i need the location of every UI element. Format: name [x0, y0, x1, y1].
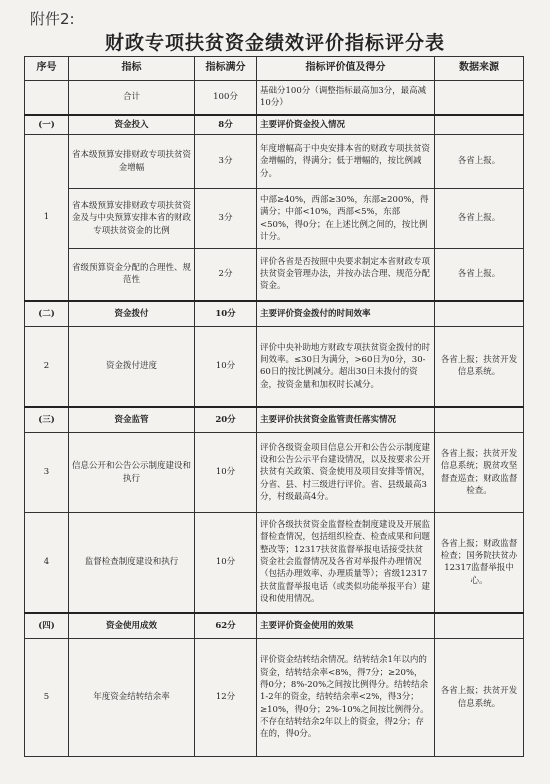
row-seq: 5	[25, 639, 69, 757]
attachment-label: 附件2:	[30, 10, 75, 28]
row-indicator: 省级预算资金分配的合理性、规范性	[69, 249, 195, 301]
table-row	[25, 433, 524, 513]
header-indicator: 指标	[69, 57, 195, 81]
section-score: 20分	[195, 407, 257, 433]
row-source: 各省上报。	[435, 135, 524, 189]
section-criteria: 主要评价资金投入情况	[257, 115, 435, 135]
row-score: 3分	[195, 135, 257, 189]
header-criteria: 指标评价值及得分	[257, 57, 435, 81]
table-row	[25, 135, 524, 189]
row-score: 12分	[195, 639, 257, 757]
indicator-table	[24, 56, 524, 757]
header-score: 指标满分	[195, 57, 257, 81]
section-name: 资金监管	[69, 407, 195, 433]
row-criteria: 中部≥40%，西部≥30%，东部≥200%，得满分；中部<10%，西部<5%，东部<50%，得0分；在上述比例之间的，按比例计分。	[257, 189, 435, 249]
row-source: 各省上报；扶贫开发信息系统。	[435, 327, 524, 407]
row-indicator: 监督检查制度建设和执行	[69, 513, 195, 613]
section-seq: (二)	[25, 301, 69, 327]
total-row	[25, 81, 524, 115]
total-score: 100分	[195, 81, 257, 115]
row-source: 各省上报；财政监督检查；国务院扶贫办12317监督举报中心。	[435, 513, 524, 613]
row-source: 各省上报。	[435, 249, 524, 301]
section-seq: (一)	[25, 115, 69, 135]
row-seq: 4	[25, 513, 69, 613]
table-row	[25, 327, 524, 407]
row-indicator: 省本级预算安排财政专项扶贫资金增幅	[69, 135, 195, 189]
row-criteria: 评价中央补助地方财政专项扶贫资金拨付的时间效率。≤30日为满分，>60日为0分，30-60日的按比例减分。超出30日未拨付的资金，按资金量和加权时长减分。	[257, 327, 435, 407]
section-criteria: 主要评价资金拨付的时间效率	[257, 301, 435, 327]
header-seq: 序号	[25, 57, 69, 81]
row-indicator: 年度资金结转结余率	[69, 639, 195, 757]
row-source: 各省上报；扶贫开发信息系统。	[435, 639, 524, 757]
table-row	[25, 639, 524, 757]
section-criteria: 主要评价扶贫资金监管责任落实情况	[257, 407, 435, 433]
table-row	[25, 249, 524, 301]
row-source: 各省上报。	[435, 189, 524, 249]
row-seq: 1	[25, 135, 69, 301]
row-score: 2分	[195, 249, 257, 301]
section-seq: (三)	[25, 407, 69, 433]
section-row-2	[25, 301, 524, 327]
section-score: 10分	[195, 301, 257, 327]
row-criteria: 评价各省是否按照中央要求制定本省财政专项扶贫资金管理办法，并按办法合理、规范分配资金。	[257, 249, 435, 301]
row-seq: 2	[25, 327, 69, 407]
row-seq: 3	[25, 433, 69, 513]
row-indicator: 省本级预算安排财政专项扶贫资金及与中央预算安排本省的财政专项扶贫资金的比例	[69, 189, 195, 249]
total-criteria: 基础分100分（调整指标最高加3分，最高减10分）	[257, 81, 435, 115]
table-row	[25, 189, 524, 249]
row-score: 10分	[195, 513, 257, 613]
section-row-1	[25, 115, 524, 135]
section-score: 8分	[195, 115, 257, 135]
row-criteria: 评价各级扶贫资金监督检查制度建设及开展监督检查情况，包括组织检查、检查成果和问题整改等；12317扶贫监督举报电话接受扶贫资金社会监督情况及各省对举报件办理情况（包括办理效率、办理质量等）；省级12317扶贫监督举报电话（或类似功能举报平台）建设和使用情况。	[257, 513, 435, 613]
page-title: 财政专项扶贫资金绩效评价指标评分表	[104, 32, 445, 54]
row-score: 3分	[195, 189, 257, 249]
section-score: 62分	[195, 613, 257, 639]
section-row-4	[25, 613, 524, 639]
total-label: 合计	[69, 81, 195, 115]
row-criteria: 评价资金结转结余情况。结转结余1年以内的资金，结转结余率<8%，得7分；≥20%，得0分；8%-20%之间按比例得分。结转结余1-2年的资金，结转结余率<2%，得3分；≥10%，得0分；2%-10%之间按比例得分。不存在结转结余2年以上的资金，得2分；存在的，得0分。	[257, 639, 435, 757]
section-name: 资金拨付	[69, 301, 195, 327]
section-name: 资金投入	[69, 115, 195, 135]
row-criteria: 年度增幅高于中央安排本省的财政专项扶贫资金增幅的，得满分；低于增幅的，按比例减分。	[257, 135, 435, 189]
row-score: 10分	[195, 327, 257, 407]
section-row-3	[25, 407, 524, 433]
header-source: 数据来源	[435, 57, 524, 81]
section-seq: (四)	[25, 613, 69, 639]
row-indicator: 资金拨付进度	[69, 327, 195, 407]
row-criteria: 评价各级资金项目信息公开和公告公示制度建设和公告公示平台建设情况，以及按要求公开扶贫有关政策、资金使用及项目安排等情况，分省、县、村三级进行评价。省、县级最高3分，村级最高4分。	[257, 433, 435, 513]
table-row	[25, 513, 524, 613]
section-name: 资金使用成效	[69, 613, 195, 639]
row-indicator: 信息公开和公告公示制度建设和执行	[69, 433, 195, 513]
row-source: 各省上报；扶贫开发信息系统；脱贫攻坚督查巡查；财政监督检查。	[435, 433, 524, 513]
table-header-row	[25, 57, 524, 81]
row-score: 10分	[195, 433, 257, 513]
section-criteria: 主要评价资金使用的效果	[257, 613, 435, 639]
